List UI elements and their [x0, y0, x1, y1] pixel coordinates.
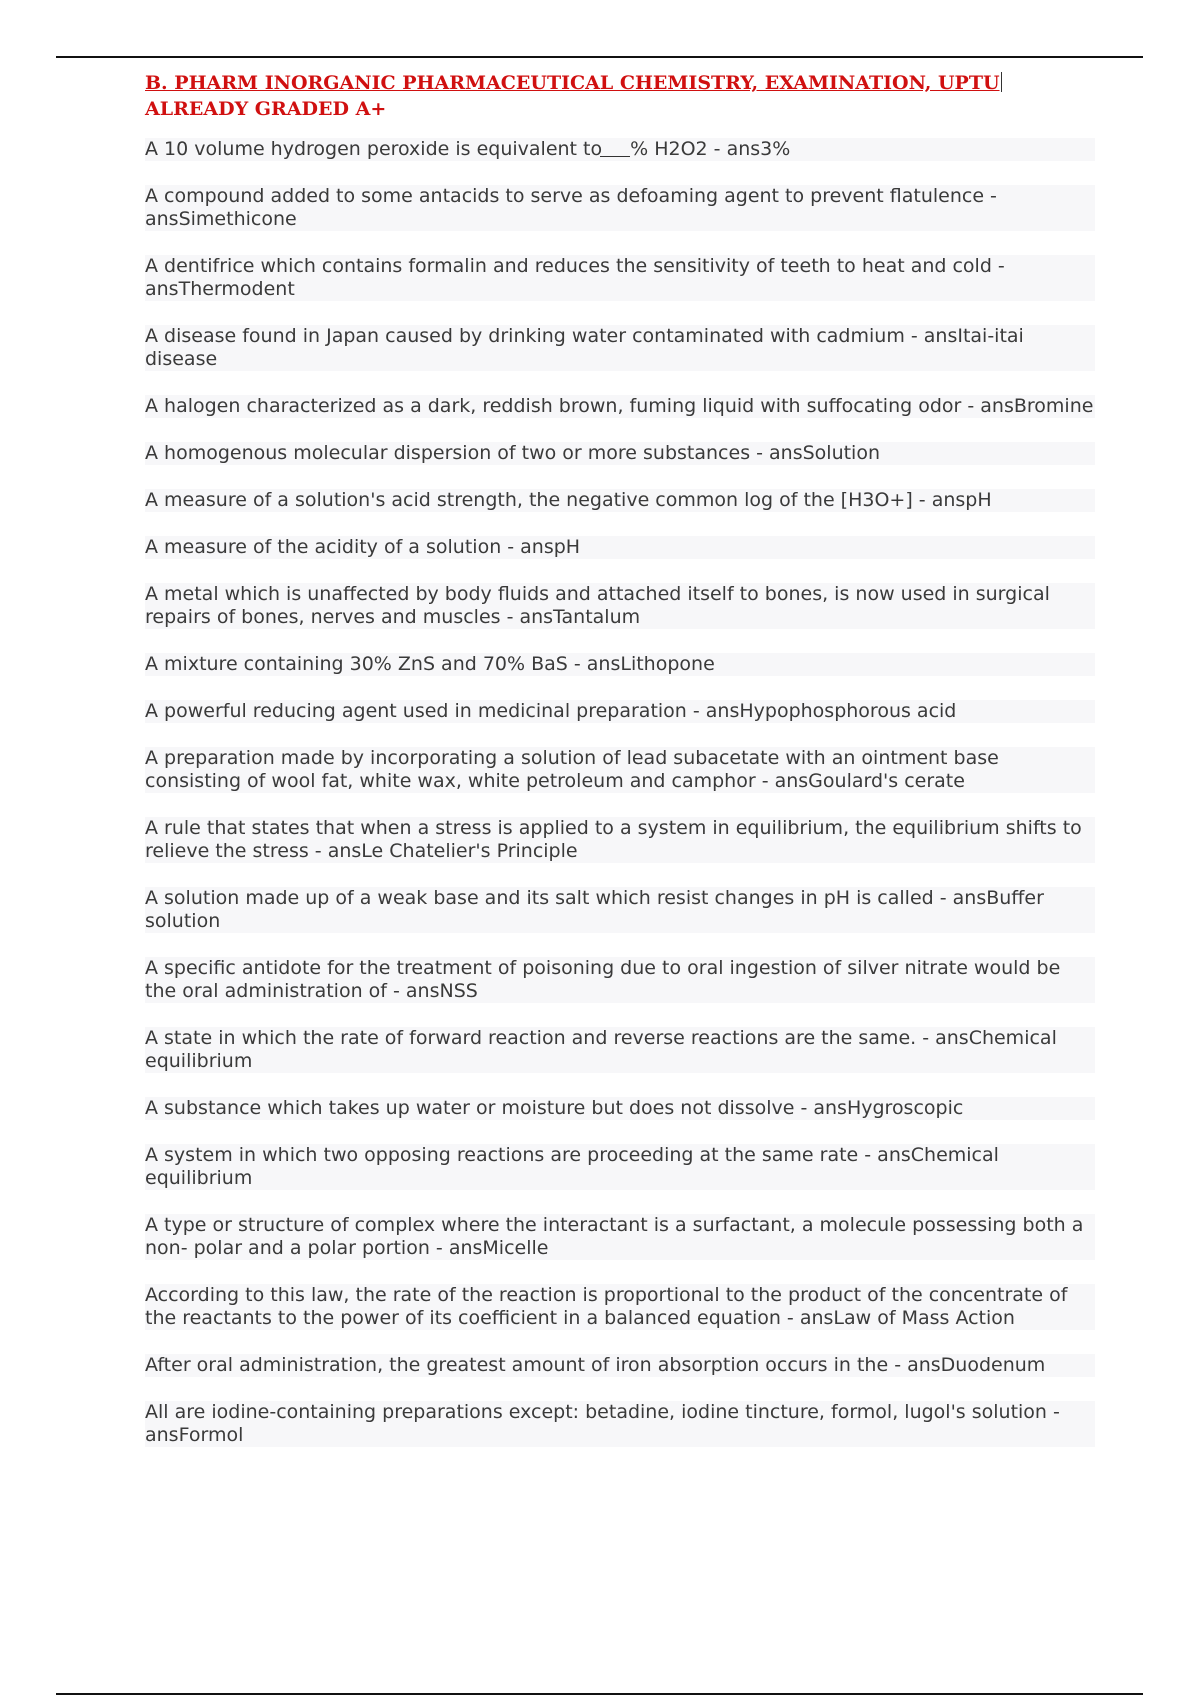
- qa-item: A dentifrice which contains formalin and reduces the sensitivity of teeth to heat and cold - ansThermodent: [145, 255, 1095, 301]
- qa-item: A type or structure of complex where the interactant is a surfactant, a molecule possessing both a non- polar and a polar portion - ansMicelle: [145, 1214, 1095, 1260]
- qa-item: A system in which two opposing reactions are proceeding at the same rate - ansChemical equilibrium: [145, 1144, 1095, 1190]
- qa-item: A substance which takes up water or moisture but does not dissolve - ansHygroscopic: [145, 1097, 1095, 1120]
- document-body: [145, 70, 1095, 1471]
- qa-item: A halogen characterized as a dark, reddish brown, fuming liquid with suffocating odor - ansBromine: [145, 395, 1094, 417]
- title-grade: ALREADY GRADED A+: [145, 98, 387, 120]
- qa-item: According to this law, the rate of the reaction is proportional to the product of the concentrate of the reactants to the power of its coefficient in a balanced equation - ansLaw of Mass Action: [145, 1284, 1095, 1330]
- qa-item: A disease found in Japan caused by drinking water contaminated with cadmium - ansItai-itai disease: [145, 325, 1095, 371]
- text-cursor: [1001, 72, 1002, 92]
- qa-item: A measure of the acidity of a solution - anspH: [145, 536, 1095, 559]
- qa-item: A homogenous molecular dispersion of two or more substances - ansSolution: [145, 442, 1095, 465]
- document-title: [145, 70, 1095, 122]
- qa-item: A rule that states that when a stress is applied to a system in equilibrium, the equilibrium shifts to relieve the stress - ansLe Chatelier's Principle: [145, 817, 1095, 863]
- qa-item: A compound added to some antacids to serve as defoaming agent to prevent flatulence - ansSimethicone: [145, 185, 1095, 231]
- qa-item: A powerful reducing agent used in medicinal preparation - ansHypophosphorous acid: [145, 700, 1095, 723]
- qa-item: [145, 138, 1095, 161]
- qa-item: A mixture containing 30% ZnS and 70% BaS - ansLithopone: [145, 653, 1095, 676]
- qa-question-before-blank: A 10 volume hydrogen peroxide is equivalent to: [145, 138, 603, 160]
- title-link[interactable]: B. PHARM INORGANIC PHARMACEUTICAL CHEMISTRY, EXAMINATION, UPTU: [145, 72, 1000, 94]
- qa-question-after-blank: % H2O2 - ans3%: [630, 138, 791, 160]
- qa-item: A specific antidote for the treatment of poisoning due to oral ingestion of silver nitrate would be the oral administration of - ansNSS: [145, 957, 1095, 1003]
- bottom-rule: [56, 1693, 1143, 1695]
- qa-item: After oral administration, the greatest amount of iron absorption occurs in the - ansDuodenum: [145, 1354, 1095, 1377]
- qa-item: A preparation made by incorporating a solution of lead subacetate with an ointment base consisting of wool fat, white wax, white petroleum and camphor - ansGoulard's cerate: [145, 747, 1095, 793]
- qa-item: A metal which is unaffected by body fluids and attached itself to bones, is now used in surgical repairs of bones, nerves and muscles - ansTantalum: [145, 583, 1095, 629]
- qa-item: A state in which the rate of forward reaction and reverse reactions are the same. - ansChemical equilibrium: [145, 1027, 1095, 1073]
- qa-item: All are iodine-containing preparations except: betadine, iodine tincture, formol, lugol's solution - ansFormol: [145, 1401, 1095, 1447]
- qa-item: A measure of a solution's acid strength, the negative common log of the [H3O+] - anspH: [145, 489, 1095, 512]
- fill-in-blank: [600, 140, 630, 157]
- qa-item: A solution made up of a weak base and its salt which resist changes in pH is called - ansBuffer solution: [145, 887, 1095, 933]
- top-rule: [56, 56, 1143, 58]
